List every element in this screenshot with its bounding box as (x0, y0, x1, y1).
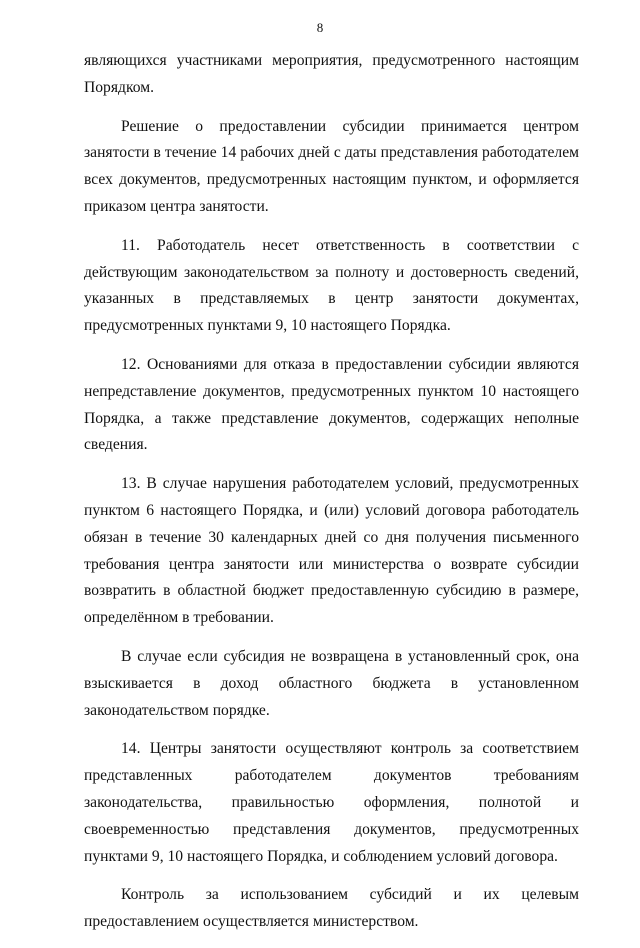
paragraph-item-13: 13. В случае нарушения работодателем условий, предусмотренных пунктом 6 настоящего Порядка, и (или) условий договора работодатель обязан в течение 30 календарных дней со дня получения письменного требования центра занятости или министерства о возврате субсидии возвратить в областной бюджет предоставленную субсидию в размере, определённом в требовании. (84, 475, 579, 627)
document-body (84, 48, 579, 948)
paragraph-item-12: 12. Основаниями для отказа в предоставлении субсидии являются непредставление документов, предусмотренных пунктом 10 настоящего Порядка, а также представление документов, содержащих неполные сведения. (84, 355, 579, 454)
paragraph-item-11: 11. Работодатель несет ответственность в соответствии с действующим законодательством за полноту и достоверность сведений, указанных в представляемых в центр занятости документах, предусмотренных пунктами 9, 10 настоящего Порядка. (84, 236, 579, 335)
paragraph-subsidy-decision: Решение о предоставлении субсидии принимается центром занятости в течение 14 рабочих дней с даты представления работодателем всех документов, предусмотренных настоящим пунктом, и оформляется приказом центра занятости. (84, 117, 579, 215)
paragraph-ministry-control: Контроль за использованием субсидий и их целевым предоставлением осуществляется министерством. (84, 886, 579, 931)
paragraph-continuation: являющихся участниками мероприятия, предусмотренного настоящим Порядком. (84, 52, 579, 96)
paragraph-item-14: 14. Центры занятости осуществляют контроль за соответствием представленных работодателем документов требованиям законодательства, правильностью оформления, полнотой и своевременностью представления документов, предусмотренных пунктами 9, 10 настоящего Порядка, и соблюдением условий договора. (84, 740, 579, 865)
paragraph-recovery: В случае если субсидия не возвращена в установленный срок, она взыскивается в доход областного бюджета в установленном законодательством порядке. (84, 647, 579, 719)
page-number: 8 (316, 20, 324, 35)
